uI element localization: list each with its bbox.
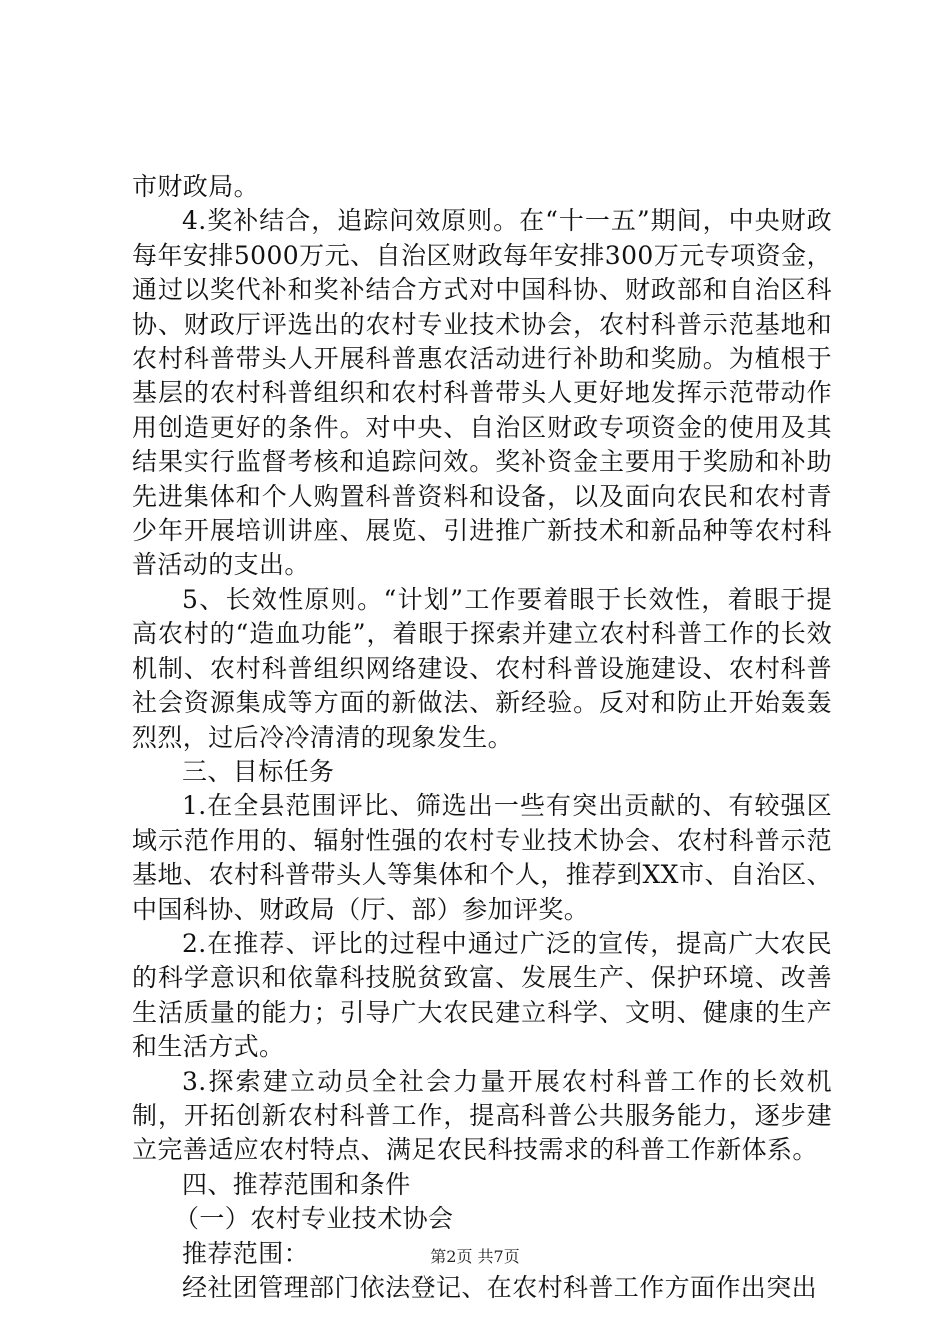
page-number-footer: 第2页 共7页 xyxy=(430,1247,520,1266)
paragraph-task-1: 1.在全县范围评比、筛选出一些有突出贡献的、有较强区域示范作用的、辐射性强的农村专业技术协会、农村科普示范基地、农村科普带头人等集体和个人，推荐到XX市、自治区、中国科协、财政局（厅、部）参加评奖。 xyxy=(132,791,832,924)
paragraph-task-2: 2.在推荐、评比的过程中通过广泛的宣传，提高广大农民的科学意识和依靠科技脱贫致富、发展生产、保护环境、改善生活质量的能力；引导广大农民建立科学、文明、健康的生产和生活方式。 xyxy=(132,928,832,1062)
heading-section-3: 三、目标任务 xyxy=(182,756,335,786)
paragraph-scope-text: 经社团管理部门依法登记、在农村科普工作方面作出突出 xyxy=(182,1273,818,1302)
subheading-association: （一）农村专业技术协会 xyxy=(174,1204,454,1234)
paragraph-scope-label: 推荐范围： xyxy=(182,1238,310,1268)
paragraph-continuation: 市财政局。 xyxy=(132,172,260,201)
document-body xyxy=(132,170,832,1305)
heading-section-4: 四、推荐范围和条件 xyxy=(182,1169,411,1199)
paragraph-task-3: 3.探索建立动员全社会力量开展农村科普工作的长效机制，开拓创新农村科普工作，提高科普公共服务能力，逐步建立完善适应农村特点、满足农民科技需求的科普工作新体系。 xyxy=(132,1066,832,1165)
paragraph-principle-4: 4.奖补结合，追踪问效原则。在“十一五”期间，中央财政每年安排5000万元、自治区财政每年安排300万元专项资金，通过以奖代补和奖补结合方式对中国科协、财政部和自治区科协、财政厅评选出的农村专业技术协会，农村科普示范基地和农村科普带头人开展科普惠农活动进行补助和奖励。为植根于基层的农村科普组织和农村科普带头人更好地发挥示范带动作用创造更好的条件。对中央、自治区财政专项资金的使用及其结果实行监督考核和追踪问效。奖补资金主要用于奖励和补助先进集体和个人购置科普资料和设备，以及面向农民和农村青少年开展培训讲座、展览、引进推广新技术和新品种等农村科普活动的支出。 xyxy=(132,206,832,580)
paragraph-principle-5: 5、长效性原则。“计划”工作要着眼于长效性，着眼于提高农村的“造血功能”，着眼于探索并建立农村科普工作的长效机制、农村科普组织网络建设、农村科普设施建设、农村科普社会资源集成等方面的新做法、新经验。反对和防止开始轰轰烈烈，过后冷冷清清的现象发生。 xyxy=(132,584,832,752)
